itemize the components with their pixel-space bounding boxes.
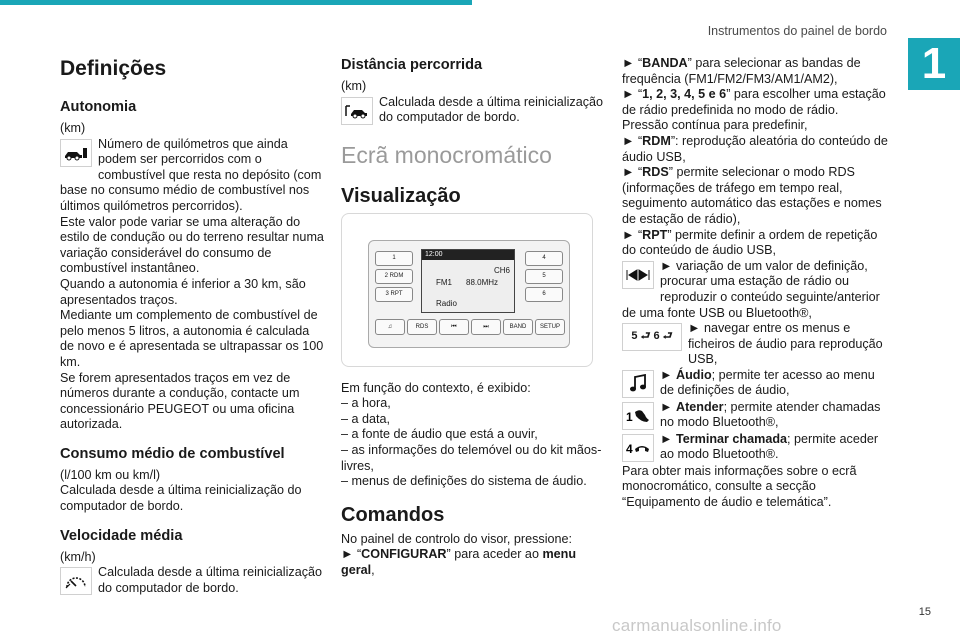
display-frequency: 88.0MHz [466,277,499,287]
seek-back-button: ⏮ [439,319,469,335]
text-autonomia-5: Se forem apresentados traços em vez de números durante a condução, contacte um concessionário PEUGEOT ou uma oficina autorizada. [60,370,300,432]
column-3 [622,56,888,511]
text-autonomia-4: Mediante um complemento de combustível de pelo menos 5 litros, a autonomia é calculada de novo e é apresentada se ultrapassar os 100 km. [60,308,324,369]
context-item-telemovel: – as informações do telemóvel ou do kit mãos-livres, [341,442,602,473]
band-button: BAND [503,319,533,335]
radio-panel [368,240,570,348]
rpt-button: 3 RPT [375,287,413,302]
answer-call-icon [622,402,654,430]
audio-line: ► Áudio; permite ter acesso ao menu de definições de áudio, [660,367,875,398]
preset-5-button: 5 [525,269,563,284]
text-autonomia-3: Quando a autonomia é inferior a 30 km, são apresentados traços. [60,276,306,307]
context-item-menus: – menus de definições do sistema de áudio. [341,474,587,489]
seek-forward-button: ⏭ [471,319,501,335]
radio-illustration [341,213,593,367]
column-2 [341,56,607,579]
comandos-intro: No painel de controlo do visor, pressione: [341,531,573,546]
heading-velocidade: Velocidade média [60,527,183,544]
terminar-line: ► Terminar chamada; permite aceder ao modo Bluetooth®. [660,431,879,462]
section-title-definicoes: Definições [60,57,167,80]
context-item-fonte: – a fonte de áudio que está a ouvir, [341,427,538,442]
rds-button: RDS [407,319,437,335]
text-velocidade: Calculada desde a última reinicialização do computador de bordo. [98,565,323,595]
heading-distancia: Distância percorrida [341,57,483,73]
context-item-data: – a data, [341,411,391,426]
watermark: carmanualsonline.info [612,616,782,635]
trip-distance-icon [341,97,373,125]
display-source: Radio [436,298,457,308]
final-text: Para obter mais informações sobre o ecrã monocromático, consulte a secção “Equipamento de áudio e telemática”. [622,463,857,510]
heading-comandos: Comandos [341,503,445,526]
banda-line: ► “BANDA” para selecionar as bandas de frequência (FM1/FM2/FM3/AM1/AM2), [622,56,861,86]
unit-velocidade: (km/h) [60,549,96,564]
column-1 [60,56,326,597]
heading-visualizacao: Visualização [341,184,461,207]
page-header-title: Instrumentos do painel de bordo [707,24,887,38]
heading-ecra-monocromatico: Ecrã monocromático [341,141,552,168]
text-autonomia-1: Número de quilómetros que ainda podem ser percorridos com o combustível que resta no depósito (com base no consumo médio de combustível nos últimos quilómetros percorridos). [60,136,322,213]
end-call-icon [622,434,654,462]
svg-text:1: 1 [626,409,633,424]
seek-icon [622,261,654,289]
rdm-button: 2 RDM [375,269,413,284]
unit-autonomia: (km) [60,121,86,135]
rpt-line: ► “RPT” permite definir a ordem de repetição do conteúdo de áudio USB, [622,227,878,258]
seek-text: ► variação de um valor de definição, procurar uma estação de rádio ou reproduzir o conteúdo seguinte/anterior de uma fonte USB ou Bluetooth®, [622,258,880,320]
text-autonomia-2: Este valor pode variar se uma alteração do estilo de condução ou do terreno resultar numa variação considerável do consumo de combustível instantâneo. [60,214,324,276]
unit-consumo: (l/100 km ou km/l) [60,467,161,482]
heading-autonomia: Autonomia [60,99,137,115]
text-consumo: Calculada desde a última reinicialização do computador de bordo. [60,483,302,514]
audio-button: ♫ [375,319,405,335]
nav-text: ► navegar entre os menus e ficheiros de áudio para reprodução USB, [688,321,883,367]
speedometer-icon [60,567,92,595]
display-band: FM1 [436,277,452,287]
text-distancia: Calculada desde a última reinicialização do computador de bordo. [379,94,604,125]
context-intro: Em função do contexto, é exibido: [341,380,531,395]
fuel-range-icon [60,139,92,167]
navigation-keys-icon: 5 ⮐ 6 ⮐ [622,323,682,351]
chapter-tab: 1 [908,38,960,90]
page-number: 15 [918,606,931,618]
presets-line: ► “1, 2, 3, 4, 5 e 6” para escolher uma estação de rádio predefinida no modo de rádio. Pressão contínua para predefinir, [622,87,886,133]
rdm-line: ► “RDM”: reprodução aleatória do conteúdo de áudio USB, [622,133,888,164]
configurar-line: ► “CONFIGURAR” para aceder ao menu geral, [341,547,577,577]
preset-6-button: 6 [525,287,563,302]
heading-consumo: Consumo médio de combustível [60,445,285,462]
svg-text:4: 4 [626,441,633,456]
atender-line: ► Atender; permite atender chamadas no modo Bluetooth®, [660,399,881,430]
preset-1-button: 1 [375,251,413,266]
rds-line: ► “RDS” permite selecionar o modo RDS (informações de tráfego em tempo real, seguimento automático das estações e nomes de estação de rádio), [622,165,882,226]
display-time: 12:00 [422,250,514,260]
setup-button: SETUP [535,319,565,335]
unit-distancia: (km) [341,79,367,93]
top-accent-bar [0,0,472,5]
radio-display [421,249,515,313]
display-channel: CH6 [493,265,510,275]
music-note-icon [622,370,654,398]
context-item-hora: – a hora, [341,396,391,411]
preset-4-button: 4 [525,251,563,266]
